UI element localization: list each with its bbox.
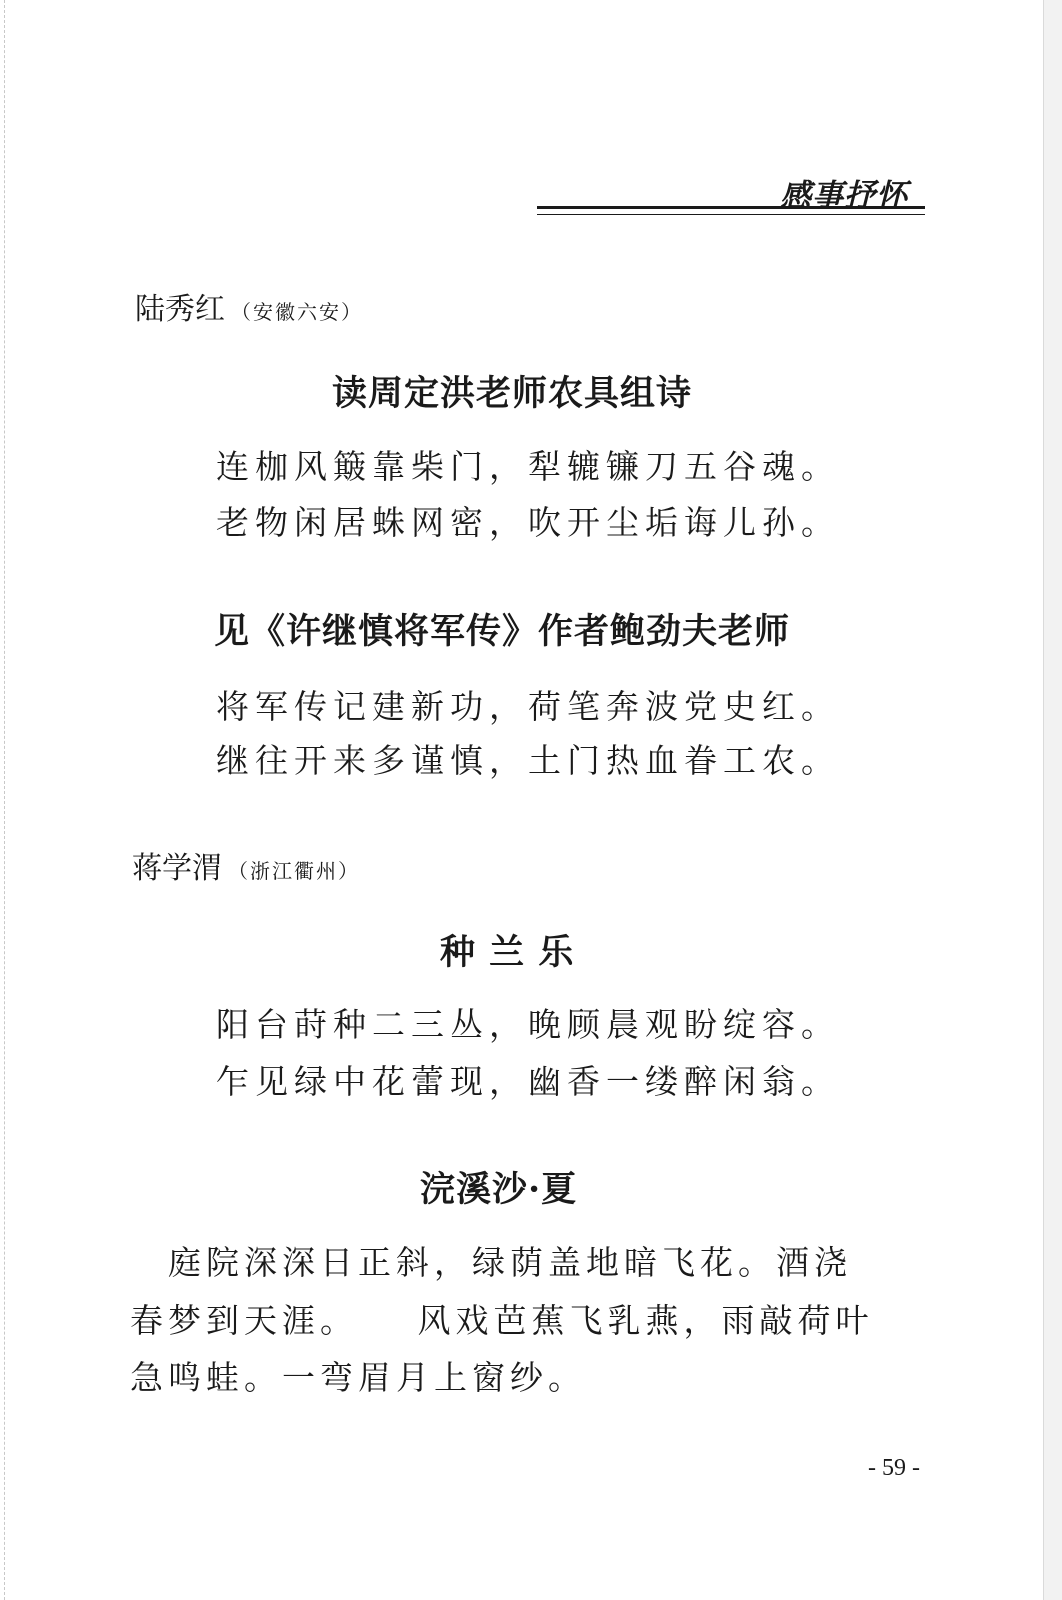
poem-line: 连枷风簸靠柴门，犁辘镰刀五谷魂。 (216, 447, 840, 486)
author-name: 陆秀红 (135, 292, 225, 327)
poem-line: 继往开来多谨慎，土门热血眷工农。 (216, 741, 840, 780)
page-number: - 59 - (868, 1455, 920, 1481)
poem-line: 春梦到天涯。 风戏芭蕉飞乳燕，雨敲荷叶 (130, 1301, 874, 1340)
poem-line: 急鸣蛙。一弯眉月上窗纱。 (130, 1358, 586, 1397)
poem-line: 阳台莳种二三丛，晚顾晨观盼绽容。 (216, 1005, 840, 1044)
page-edge-left (0, 0, 5, 1600)
poem-line: 庭院深深日正斜，绿荫盖地暗飞花。酒浇 (130, 1243, 852, 1282)
author-place: （安徽六安） (231, 300, 363, 324)
poem-title: 读周定洪老师农具组诗 (332, 373, 693, 414)
poem-title: 浣溪沙·夏 (420, 1169, 578, 1210)
poem-title: 见《许继慎将军传》作者鲍劲夫老师 (214, 611, 791, 652)
page-edge-right (1043, 0, 1062, 1600)
poem-line: 老物闲居蛛网密，吹开尘垢诲儿孙。 (216, 503, 840, 542)
author-place: （浙江衢州） (228, 859, 360, 883)
section-title: 感事抒怀 (780, 178, 908, 214)
author-heading (132, 843, 360, 887)
poem-line: 将军传记建新功，荷笔奔波党史红。 (216, 687, 840, 726)
header-rule (537, 206, 925, 215)
author-name: 蒋学渭 (132, 851, 222, 886)
author-heading (135, 284, 363, 328)
poem-line: 乍见绿中花蕾现，幽香一缕醉闲翁。 (216, 1062, 840, 1101)
poem-title: 种 兰 乐 (440, 932, 575, 973)
